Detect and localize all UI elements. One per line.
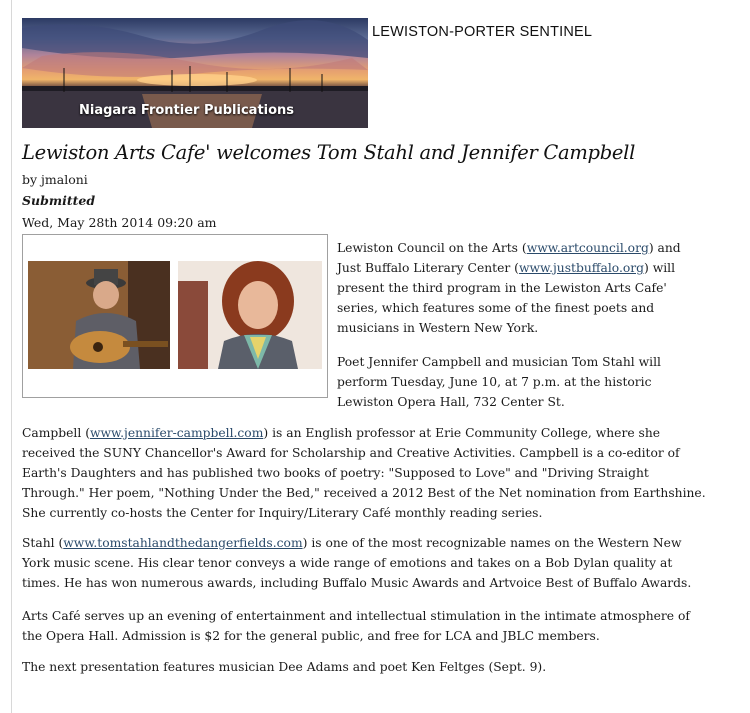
stahl-paragraph: Stahl (www.tomstahlandthedangerfields.com) is one of the most recognizable names on the Western New York music scene. His clear tenor conveys a wide range of emotions and takes on a Bob Dylan quality at times. He has won numerous awards, including Buffalo Music Awards and Artvoice Best of Buffalo Awards. [22, 536, 692, 590]
intro-paragraph-2: Poet Jennifer Campbell and musician Tom Stahl will perform Tuesday, June 10, at 7 p.m. at the historic Lewiston Opera Hall, 732 Center St. [337, 355, 661, 409]
article-photo-frame [22, 234, 328, 398]
intro-paragraph-1: Lewiston Council on the Arts (www.artcouncil.org) and Just Buffalo Literary Center (www.justbuffalo.org) will present the third program in the Lewiston Arts Cafe' series, which features some of the finest poets and musicians in Western New York. [337, 241, 681, 335]
article-date: Wed, May 28th 2014 09:20 am [22, 215, 217, 230]
publication-masthead: LEWISTON-PORTER SENTINEL [372, 24, 593, 40]
campbell-paragraph: Campbell (www.jennifer-campbell.com) is an English professor at Erie Community College, where she received the SUNY Chancellor's Award for Scholarship and Creative Activities. Campbell is a co-editor of Earth's Daughters and has published two books of poetry: "Supposed to Love" and "Driving Straight Through." Her poem, "Nothing Under the Bed," received a 2012 Best of the Net nomination from Earthshine. She currently co-hosts the Center for Inquiry/Literary Café monthly reading series. [22, 426, 706, 520]
photo-tom-stahl[interactable] [28, 261, 170, 369]
tomstahl-link[interactable]: www.tomstahlandthedangerfields.com [63, 536, 303, 550]
artcouncil-link[interactable]: www.artcouncil.org [526, 241, 649, 255]
article-status: Submitted [22, 193, 96, 208]
article-byline: by jmaloni [22, 172, 88, 187]
banner-caption: Niagara Frontier Publications [79, 103, 295, 118]
poet-portrait-graphic [178, 261, 322, 369]
jennifer-campbell-link[interactable]: www.jennifer-campbell.com [90, 426, 264, 440]
justbuffalo-link[interactable]: www.justbuffalo.org [518, 261, 645, 275]
banner-image[interactable] [22, 18, 368, 128]
guitarist-graphic [28, 261, 170, 369]
page-left-rule [11, 0, 12, 713]
article-title: Lewiston Arts Cafe' welcomes Tom Stahl and Jennifer Campbell [22, 141, 636, 164]
arts-cafe-paragraph: Arts Café serves up an evening of entertainment and intellectual stimulation in the intimate atmosphere of the Opera Hall. Admission is $2 for the general public, and free for LCA and JBLC members. [22, 609, 690, 643]
photo-jennifer-campbell[interactable] [178, 261, 322, 369]
next-presentation-paragraph: The next presentation features musician Dee Adams and poet Ken Feltges (Sept. 9). [22, 660, 547, 674]
